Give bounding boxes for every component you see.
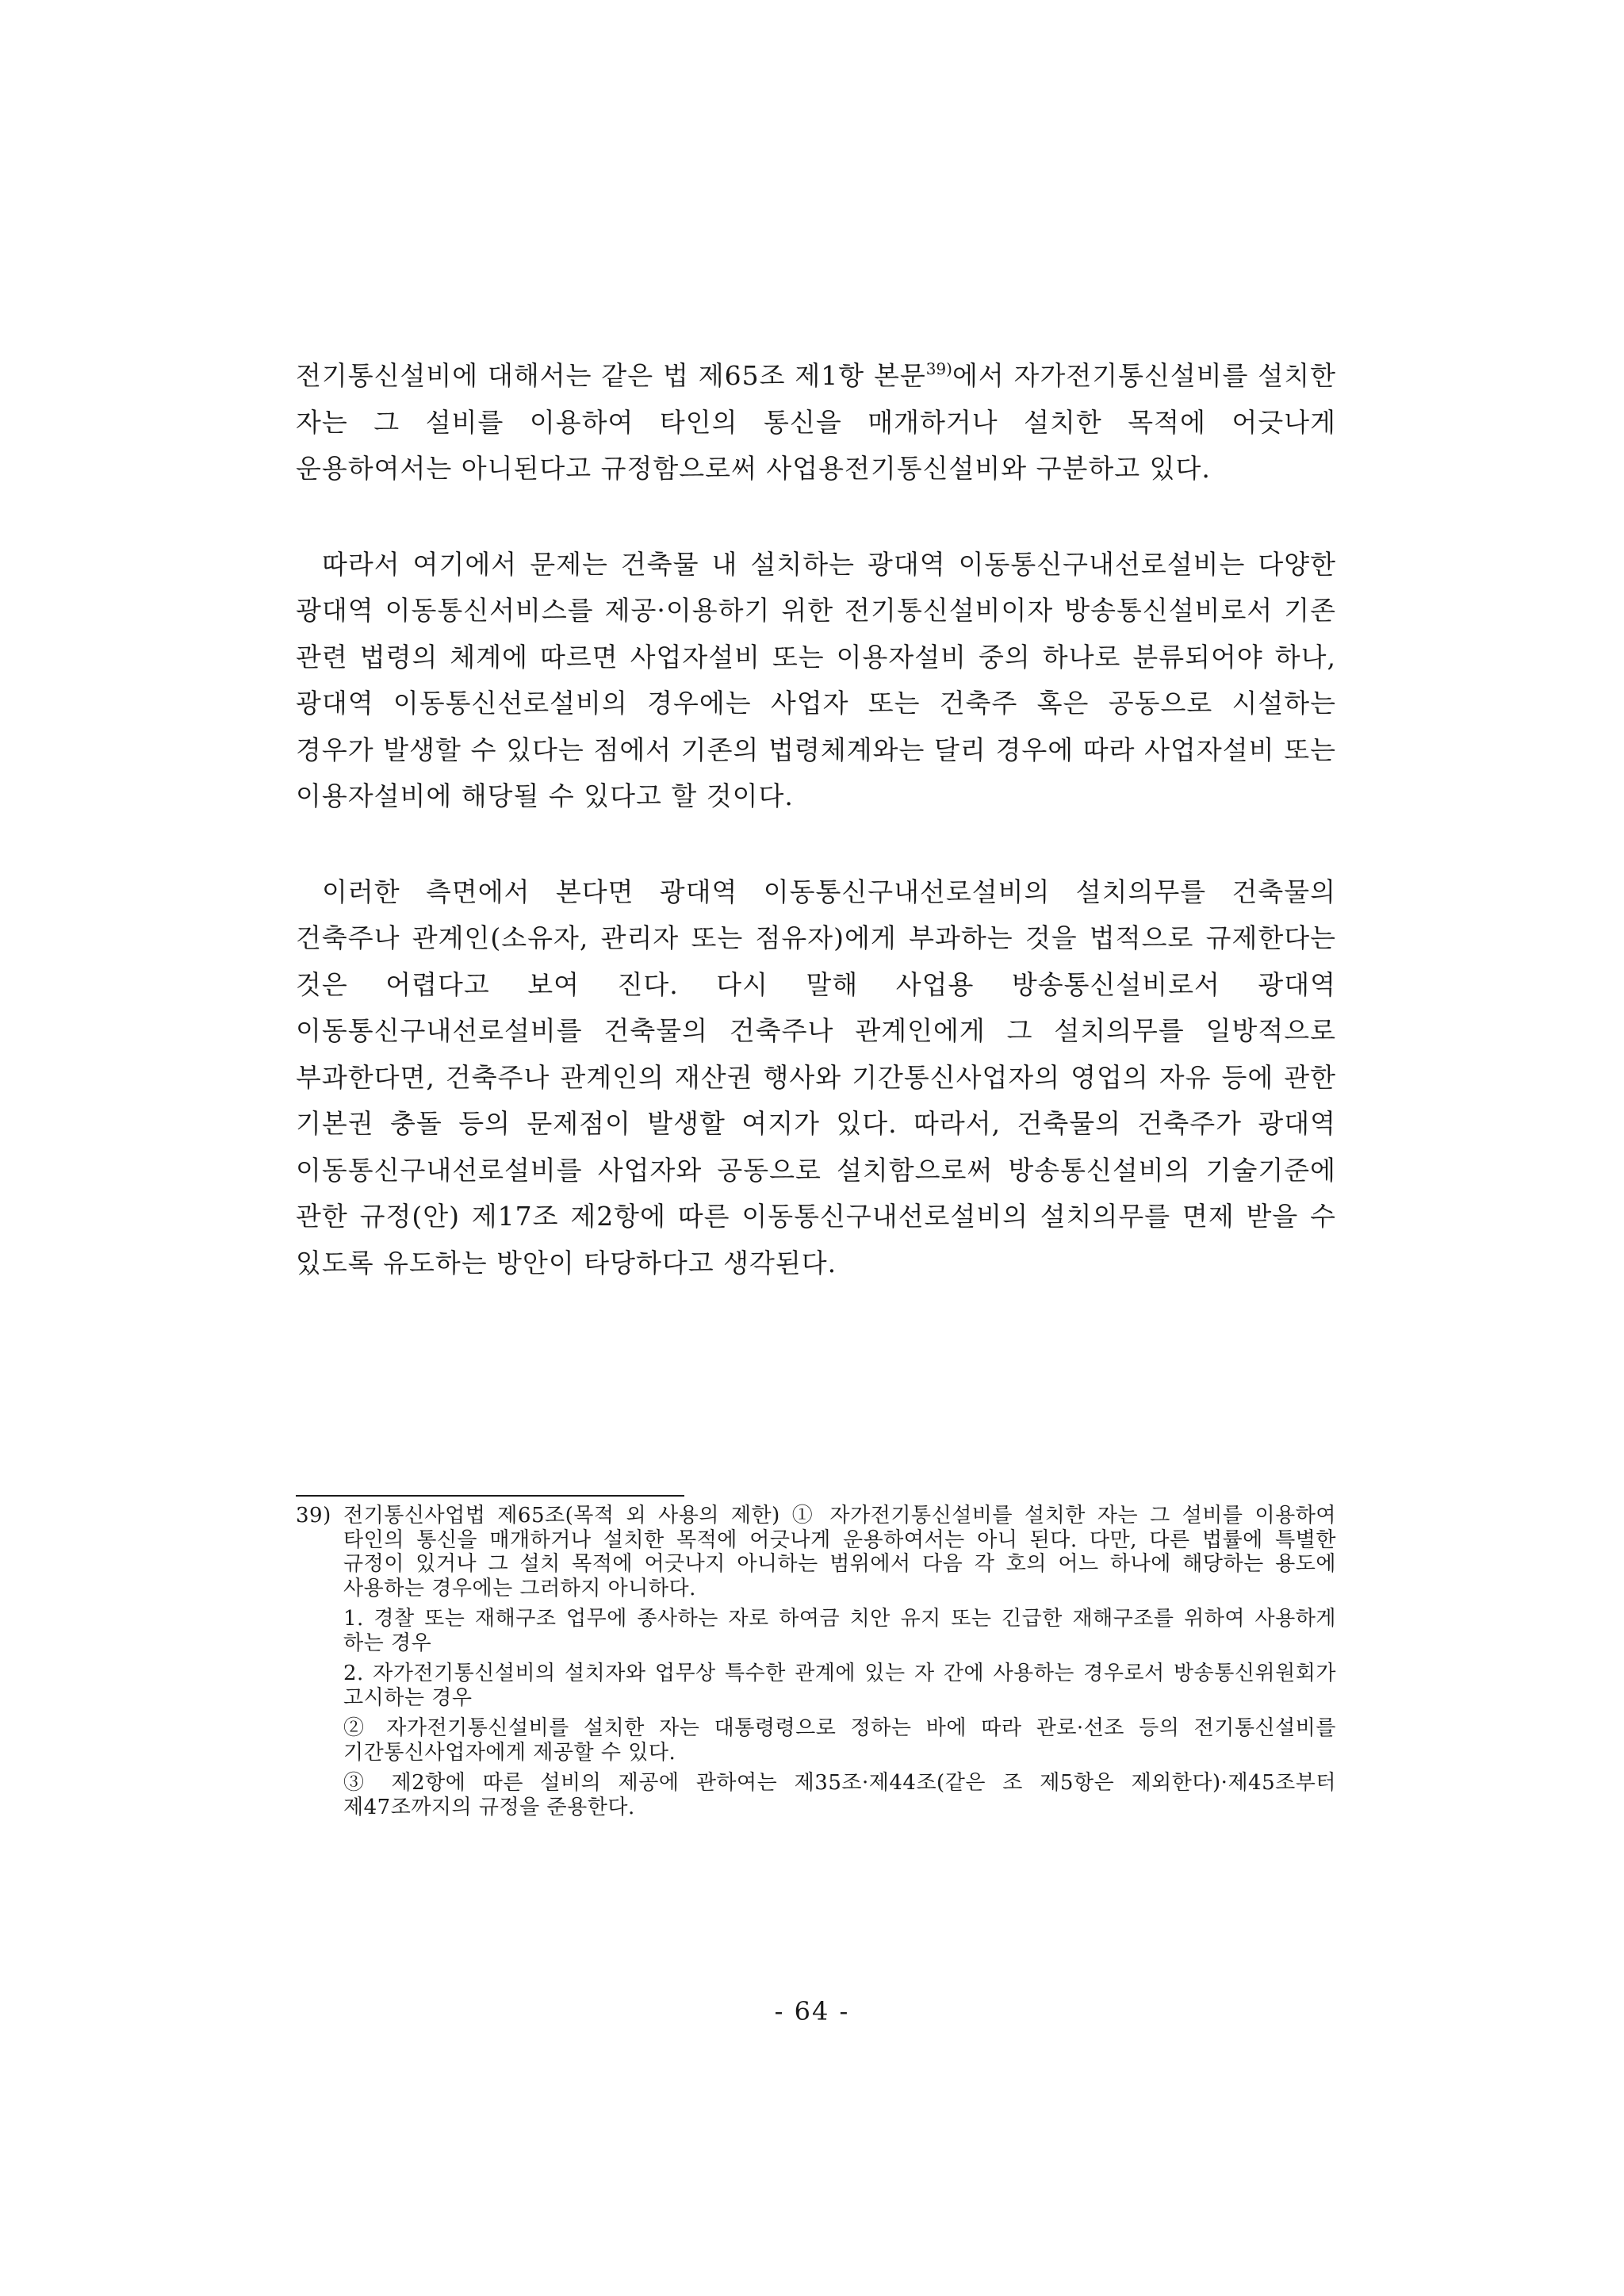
footnote-intro: 전기통신사업법 제65조(목적 외 사용의 제한) ① 자가전기통신설비를 설치한 자는 그 설비를 이용하여 타인의 통신을 매개하거나 설치한 목적에 어긋나게 운용하여서는 아니 된다. 다만, 다른 법률에 특별한 규정이 있거나 그 설치 목적에 어긋나지 아니하는 범위에서 다음 각 호의 어느 하나에 해당하는 용도에 사용하는 경우에는 그러하지 아니하다.	[343, 1504, 1336, 1600]
footnote-reference: 39)	[925, 359, 952, 378]
paragraph-2: 따라서 여기에서 문제는 건축물 내 설치하는 광대역 이동통신구내선로설비는 다양한 광대역 이동통신서비스를 제공·이용하기 위한 전기통신설비이자 방송통신설비로서 기존 관련 법령의 체계에 따르면 사업자설비 또는 이용자설비 중의 하나로 분류되어야 하나, 광대역 이동통신선로설비의 경우에는 사업자 또는 건축주 혹은 공동으로 시설하는 경우가 발생할 수 있다는 점에서 기존의 법령체계와는 달리 경우에 따라 사업자설비 또는 이용자설비에 해당될 수 있다고 할 것이다.	[296, 548, 1336, 811]
footnote-number: 39)	[296, 1504, 331, 1527]
paragraph-1-text-pre: 전기통신설비에 대해서는 같은 법 제65조 제1항 본문	[296, 360, 926, 391]
page-number: - 64 -	[774, 1996, 850, 2026]
footnote	[296, 1504, 1336, 1819]
footnote-item-1: 1. 경찰 또는 재해구조 업무에 종사하는 자로 하여금 치안 유지 또는 긴급한 재해구조를 위하여 사용하게 하는 경우	[343, 1607, 1336, 1655]
body-text	[296, 353, 1336, 1336]
footnote-item-3: ② 자가전기통신설비를 설치한 자는 대통령령으로 정하는 바에 따라 관로·선조 등의 전기통신설비를 기간통신사업자에게 제공할 수 있다.	[343, 1716, 1336, 1765]
footnote-item-2: 2. 자가전기통신설비의 설치자와 업무상 특수한 관계에 있는 자 간에 사용하는 경우로서 방송통신위원회가 고시하는 경우	[343, 1662, 1336, 1710]
paragraph-1	[296, 353, 1336, 493]
footnote-separator	[296, 1495, 684, 1497]
paragraph-3: 이러한 측면에서 본다면 광대역 이동통신구내선로설비의 설치의무를 건축물의 건축주나 관계인(소유자, 관리자 또는 점유자)에게 부과하는 것을 법적으로 규제한다는 것은 어렵다고 보여 진다. 다시 말해 사업용 방송통신설비로서 광대역 이동통신구내선로설비를 건축물의 건축주나 관계인에게 그 설치의무를 일방적으로 부과한다면, 건축주나 관계인의 재산권 행사와 기간통신사업자의 영업의 자유 등에 관한 기본권 충돌 등의 문제점이 발생할 여지가 있다. 따라서, 건축물의 건축주가 광대역 이동통신구내선로설비를 사업자와 공동으로 설치함으로써 방송통신설비의 기술기준에 관한 규정(안) 제17조 제2항에 따른 이동통신구내선로설비의 설치의무를 면제 받을 수 있도록 유도하는 방안이 타당하다고 생각된다.	[296, 876, 1336, 1278]
paragraph-1-text-post: 에서 자가전기통신설비를 설치한 자는 그 설비를 이용하여 타인의 통신을 매개하거나 설치한 목적에 어긋나게 운용하여서는 아니된다고 규정함으로써 사업용전기통신설비와 구분하고 있다.	[296, 360, 1336, 484]
footnote-item-4: ③ 제2항에 따른 설비의 제공에 관하여는 제35조·제44조(같은 조 제5항은 제외한다)·제45조부터 제47조까지의 규정을 준용한다.	[343, 1771, 1336, 1819]
footnote-header	[296, 1504, 1336, 1600]
